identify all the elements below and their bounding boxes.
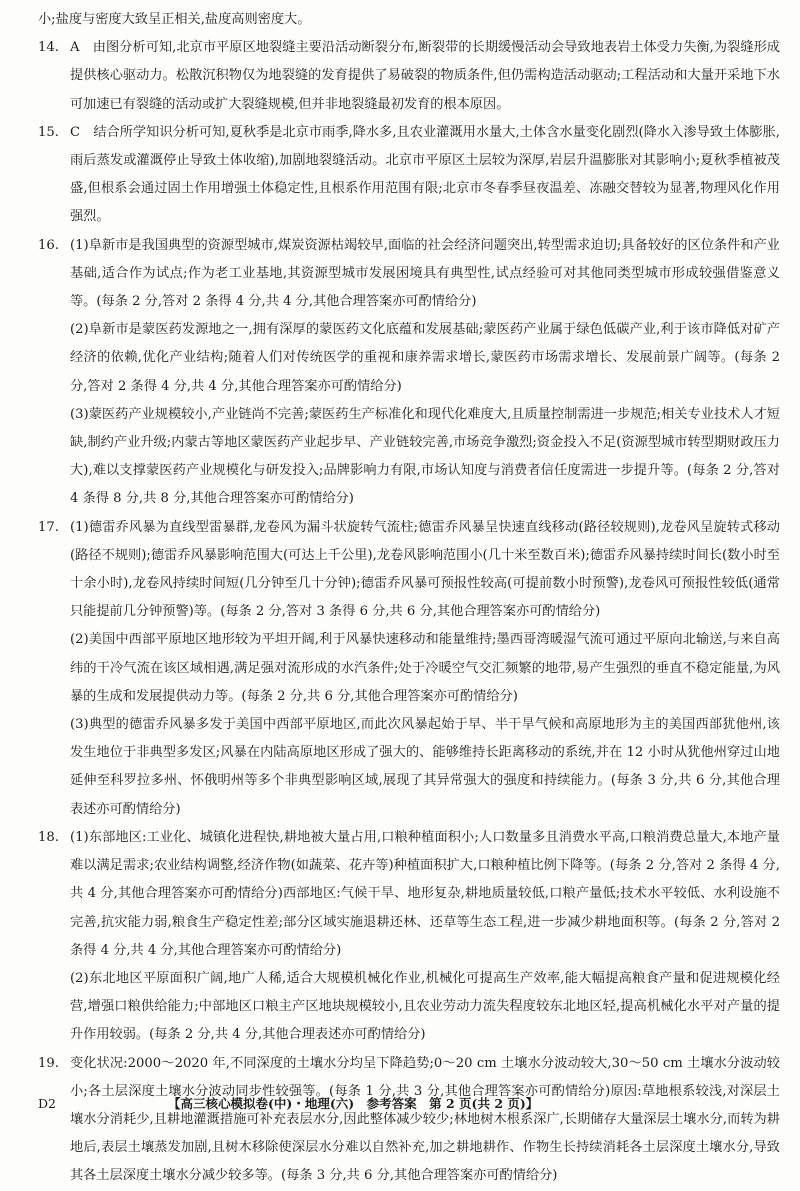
answer-part-2: (2)东北地区平原面积广阔,地广人稀,适合大规模机械化作业,机械化可提高生产效率,能大幅提高粮食产量和促进规模化经营,增强口粮供给能力;中部地区口粮主产区地块规模较小,且农业劳动力流失程度较东北地区轻,提高机械化水平对产量的提升作用较弱。(每条 2 分,共 4 分,其他合理表述亦可酌情给分) (70, 970, 780, 1043)
answer-part-1: (1)东部地区:工业化、城镇化进程快,耕地被大量占用,口粮种植面积小;人口数量多且消费水平高,口粮消费总量大,本地产量难以满足需求;农业结构调整,经济作物(如蔬菜、花卉等)种植面积扩大,口粮种植比例下降等。(每条 2 分,答对 2 条得 4 分,共 4 分,其他合理答案亦可酌情给分)西部地区:气候干旱、地形复杂,耕地质量较低,口粮产量低;技术水平较低、水利设施不完善,抗灾能力弱,粮食生产稳定性差;部分区域实施退耕还林、还草等生态工程,进一步减少耕地面积等。(每条 2 分,答对 2 条得 4 分,共 4 分,其他合理答案亦可酌情给分) (70, 829, 780, 958)
question-number: 18. (38, 829, 59, 845)
question-number: 14. (38, 40, 59, 56)
lead-line: 小;盐度与密度大致呈正相关,盐度高则密度大。 (38, 12, 311, 27)
answer-text: C 结合所学知识分析可知,夏秋季是北京市雨季,降水多,且农业灌溉用水量大,土体含水量变化剧烈(降水入渗导致土体膨胀,雨后蒸发或灌溉停止导致土体收缩),加剧地裂缝活动。北京市平原区土层较为深厚,岩层升温膨胀对其影响小;夏秋季植被茂盛,但根系会通过固土作用增强土体稳定性,且根系作用范围有限;北京市冬春季昼夜温差、冻融交替较为显著,物理风化作用强烈。 (70, 124, 780, 225)
answer-text: A 由图分析可知,北京市平原区地裂缝主要沿活动断裂分布,断裂带的长期缓慢活动会导致地表岩土体受力失衡,为裂缝形成提供核心驱动力。松散沉积物仅为地裂缝的发育提供了易破裂的物质条件,但仍需构造活动驱动;工程活动和大量开采地下水可加速已有裂缝的活动或扩大裂缝规模,但并非地裂缝最初发育的根本原因。 (70, 40, 780, 112)
answer-part-3: (3)典型的德雷乔风暴多发于美国中西部平原地区,而此次风暴起始于早、半干旱气候和高原地形为主的美国西部犹他州,该发生地位于非典型多发区;风暴在内陆高原地区形成了强大的、能够维持长距离移动的系统,并在 12 小时从犹他州穿过山地延伸至科罗拉多州、怀俄明州等多个非典型影响区域,展现了其异常强大的强度和持续能力。(每条 3 分,共 6 分,其他合理表述亦可酌情给分) (70, 717, 780, 817)
question-number: 15. (38, 124, 59, 140)
answer-16 (38, 232, 780, 514)
answer-part-1: (1)阜新市是我国典型的资源型城市,煤炭资源枯竭较早,面临的社会经济问题突出,转型需求迫切;具备较好的区位条件和产业基础,适合作为试点;作为老工业基地,其资源型城市发展困境具有典型性,试点经验可对其他同类型城市形成较强借鉴意义等。(每条 2 分,答对 2 条得 4 分,共 4 分,其他合理答案亦可酌情给分) (70, 237, 780, 310)
answer-part-2: (2)阜新市是蒙医药发源地之一,拥有深厚的蒙医药文化底蕴和发展基础;蒙医药产业属于绿色低碳产业,利于该市降低对矿产经济的依赖,优化产业结构;随着人们对传统医学的重视和康养需求增长,蒙医药市场需求增长、发展前景广阔等。(每条 2 分,答对 2 条得 4 分,共 4 分,其他合理答案亦可酌情给分) (70, 322, 780, 394)
answer-text: 变化状况:2000～2020 年,不同深度的土壤水分均呈下降趋势;0～20 cm 土壤水分波动较大,30～50 cm 土壤水分波动较小;各土层深度土壤水分波动同步性较强等。(每条 1 分,共 3 分,其他合理答案亦可酌情给分)原因:草地根系较浅,对深层土壤水分消耗少,且耕地灌溉措施可补充表层水分,因此整体减少较少;林地树木根系深广,长期储存大量深层土壤水分,而转为耕地后,表层土壤蒸发加剧,且树木移除使深层水分难以自然补充,加之耕地耕作、作物生长持续消耗各土层深度土壤水分,导致其各土层深度土壤水分减少较多等。(每条 3 分,共 6 分,其他合理答案亦可酌情给分) (70, 1055, 780, 1184)
answer-part-3: (3)蒙医药产业规模较小,产业链尚不完善;蒙医药生产标准化和现代化难度大,且质量控制需进一步规范;相关专业技术人才短缺,制约产业升级;内蒙古等地区蒙医药产业起步早、产业链较完善,市场竞争激烈;资金投入不足(资源型城市转型期财政压力大),难以支撑蒙医药产业规模化与研发投入;品牌影响力有限,市场认知度与消费者信任度需进一步提升等。(每条 2 分,答对 4 条得 8 分,共 8 分,其他合理答案亦可酌情给分) (70, 406, 780, 507)
answer-15 (38, 119, 780, 232)
footer-title: 【高三核心模拟卷(中)・地理(六) 参考答案 第 2 页(共 2 页)】 (168, 1096, 539, 1111)
answer-content (38, 6, 780, 1191)
answer-part-1: (1)德雷乔风暴为直线型雷暴群,龙卷风为漏斗状旋转气流柱;德雷乔风暴呈快速直线移动(路径较规则),龙卷风呈旋转式移动(路径不规则);德雷乔风暴影响范围大(可达上千公里),龙卷风影响范围小(几十米至数百米);德雷乔风暴持续时间长(数小时至十余小时),龙卷风持续时间短(几分钟至几十分钟);德雷乔风暴可预报性较高(可提前数小时预警),龙卷风可预报性较低(通常只能提前几分钟预警)等。(每条 2 分,答对 3 条得 6 分,共 6 分,其他合理答案亦可酌情给分) (70, 519, 780, 620)
question-number: 16. (38, 237, 59, 253)
question-number: 19. (38, 1055, 59, 1071)
page-footer (38, 1092, 780, 1116)
answer-18 (38, 824, 780, 1050)
answer-17 (38, 514, 780, 824)
answer-part-2: (2)美国中西部平原地区地形较为平坦开阔,利于风暴快速移动和能量维持;墨西哥湾暖湿气流可通过平原向北输送,与来自高纬的干冷气流在该区域相遇,满足强对流形成的水汽条件;处于冷暖空气交汇频繁的地带,易产生强烈的垂直不稳定能量,为风暴的生成和发展提供动力等。(每条 2 分,共 6 分,其他合理答案亦可酌情给分) (70, 632, 780, 704)
question-number: 17. (38, 519, 59, 535)
answer-19 (38, 1050, 780, 1191)
answer-14 (38, 34, 780, 119)
page-code: D2 (38, 1096, 56, 1111)
